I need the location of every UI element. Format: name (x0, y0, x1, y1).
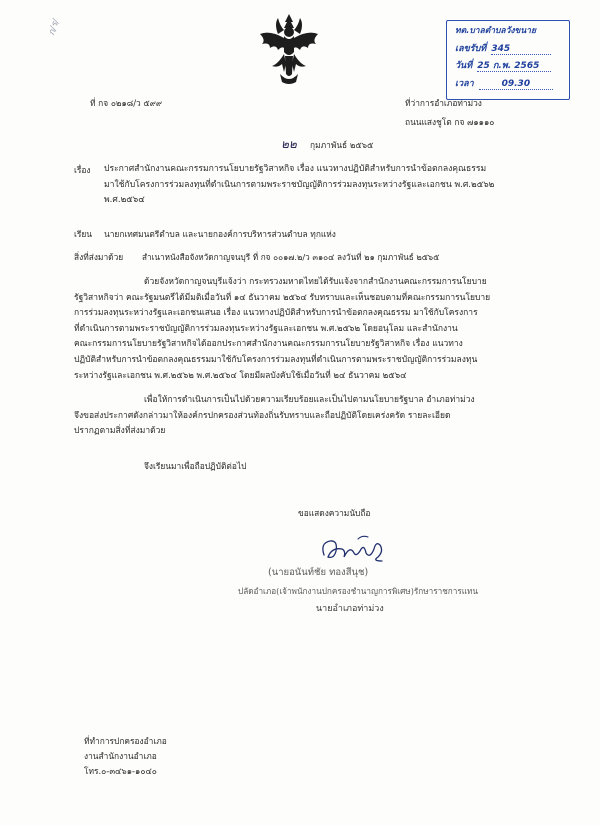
stamp-number-label: เลขรับที่ (455, 44, 487, 54)
paragraph-2 (74, 393, 564, 440)
closing-salutation: ขอแสดงความนับถือ (298, 508, 371, 518)
office-address: ถนนแสงชูโต กจ ๗๑๑๑๐ (405, 117, 495, 127)
stamp-time-label: เวลา (455, 79, 474, 89)
to-label: เรียน (74, 229, 92, 239)
date-handwritten: ๒๒ (281, 137, 297, 151)
footer-line: ที่ทำการปกครองอำเภอ (84, 736, 167, 746)
receipt-stamp (446, 20, 570, 100)
paragraph-2-line: จึงขอส่งประกาศดังกล่าวมาให้องค์กรปกครองส่วนท้องถิ่นรับทราบและถือปฏิบัติโดยเคร่งครัด รายละเอียด (74, 410, 451, 421)
paragraph-1 (74, 275, 564, 384)
paragraph-1-line: คณะกรรมการนโยบายรัฐวิสาหกิจได้ออกประกาศสำนักงานคณะกรรมการนโยบายรัฐวิสาหกิจ เรื่อง แนวทาง (74, 339, 463, 350)
signer-position-1: ปลัดอำเภอ(เจ้าพนักงานปกครองชำนาญการพิเศษ)รักษาราชการแทน (238, 586, 479, 596)
stamp-number-value: 345 (491, 45, 551, 55)
stamp-date-value: 25 ก.พ. 2565 (477, 62, 551, 72)
stamp-date-label: วันที่ (455, 61, 473, 71)
signer-name: (นายอนันท์ชัย ทองสีนุช) (268, 567, 369, 578)
footer-line: โทร.๐-๓๔๖๑-๑๐๔๐ (84, 766, 157, 776)
stamp-office: ทต.บาลตำบลวังขนาย (455, 26, 536, 36)
doc-number: ที่ กจ ๐๒๑๘/ว ๕๙๙ (90, 98, 163, 108)
signature-icon (318, 531, 392, 567)
subject-line: ประกาศสำนักงานคณะกรรมการนโยบายรัฐวิสาหกิจ เรื่อง แนวทางปฏิบัติสำหรับการนำข้อตกลงคุณธรรม (104, 164, 487, 174)
enclosure-label: สิ่งที่ส่งมาด้วย (74, 252, 124, 262)
to-text: นายกเทศมนตรีตำบล และนายกองค์การบริหารส่วนตำบล ทุกแห่ง (104, 229, 336, 239)
paragraph-1-line: ด้วยจังหวัดกาญจนบุรีแจ้งว่า กระทรวงมหาดไทยได้รับแจ้งจากสำนักงานคณะกรรมการนโยบาย (144, 277, 487, 287)
handwritten-signature (318, 531, 392, 567)
paragraph-1-line: ปฏิบัติสำหรับการนำข้อตกลงคุณธรรมมาใช้กับโครงการร่วมลงทุนที่ดำเนินการตามพระราชบัญญัติการร่วมลงทุน (74, 354, 478, 365)
footer-line: งานสำนักงานอำเภอ (84, 751, 157, 761)
garuda-emblem-icon (256, 12, 322, 86)
date-printed: กุมภาพันธ์ ๒๕๖๕ (310, 140, 374, 150)
garuda-emblem (256, 12, 322, 87)
paragraph-1-line: รัฐวิสาหกิจว่า คณะรัฐมนตรีได้มีมติเมื่อวันที่ ๑๔ ธันวาคม ๒๕๖๔ รับทราบและเห็นชอบตามที่คณะกรรมการนโยบาย (74, 292, 491, 303)
subject-line: พ.ศ.๒๕๖๔ (104, 195, 145, 206)
paragraph-1-line: ระหว่างรัฐและเอกชน พ.ศ.๒๕๖๒ พ.ศ.๒๕๖๔ โดยมีผลบังคับใช้เมื่อวันที่ ๒๔ ธันวาคม ๒๕๖๔ (74, 370, 407, 381)
subject-text (104, 162, 564, 209)
signer-position-2: นายอำเภอท่าม่วง (316, 604, 384, 614)
margin-handwritten-note: ก/ร/ (47, 18, 62, 37)
subject-label: เรื่อง (74, 165, 91, 175)
paragraph-2-line: เพื่อให้การดำเนินการเป็นไปด้วยความเรียบร้อยและเป็นไปตามนโยบายรัฐบาล อำเภอท่าม่วง (144, 395, 475, 405)
paragraph-1-line: การร่วมลงทุนระหว่างรัฐและเอกชนเสนอ เรื่อง แนวทางปฏิบัติสำหรับการนำข้อตกลงคุณธรรม มาใช้กับโครงการ (74, 308, 478, 319)
stamp-time-value: 09.30 (479, 80, 553, 90)
paragraph-2-line: ปรากฏตามสิ่งที่ส่งมาด้วย (74, 426, 166, 437)
paragraph-1-line: ที่ดำเนินการตามพระราชบัญญัติการร่วมลงทุนระหว่างรัฐและเอกชน พ.ศ.๒๕๖๒ โดยอนุโลม และสำนักงาน (74, 323, 458, 334)
footer-contact (84, 734, 167, 779)
office-name: ที่ว่าการอำเภอท่าม่วง (405, 98, 482, 108)
closing-request: จึงเรียนมาเพื่อถือปฏิบัติต่อไป (144, 461, 247, 471)
enclosure-text: สำเนาหนังสือจังหวัดกาญจนบุรี ที่ กจ ๐๐๑๗.๒/ว ๓๑๐๔ ลงวันที่ ๒๑ กุมภาพันธ์ ๒๕๖๕ (142, 252, 440, 262)
subject-line: มาใช้กับโครงการร่วมลงทุนที่ดำเนินการตามพระราชบัญญัติการร่วมลงทุนระหว่างรัฐและเอกชน พ.ศ.๒๕๖๒ (104, 179, 495, 190)
